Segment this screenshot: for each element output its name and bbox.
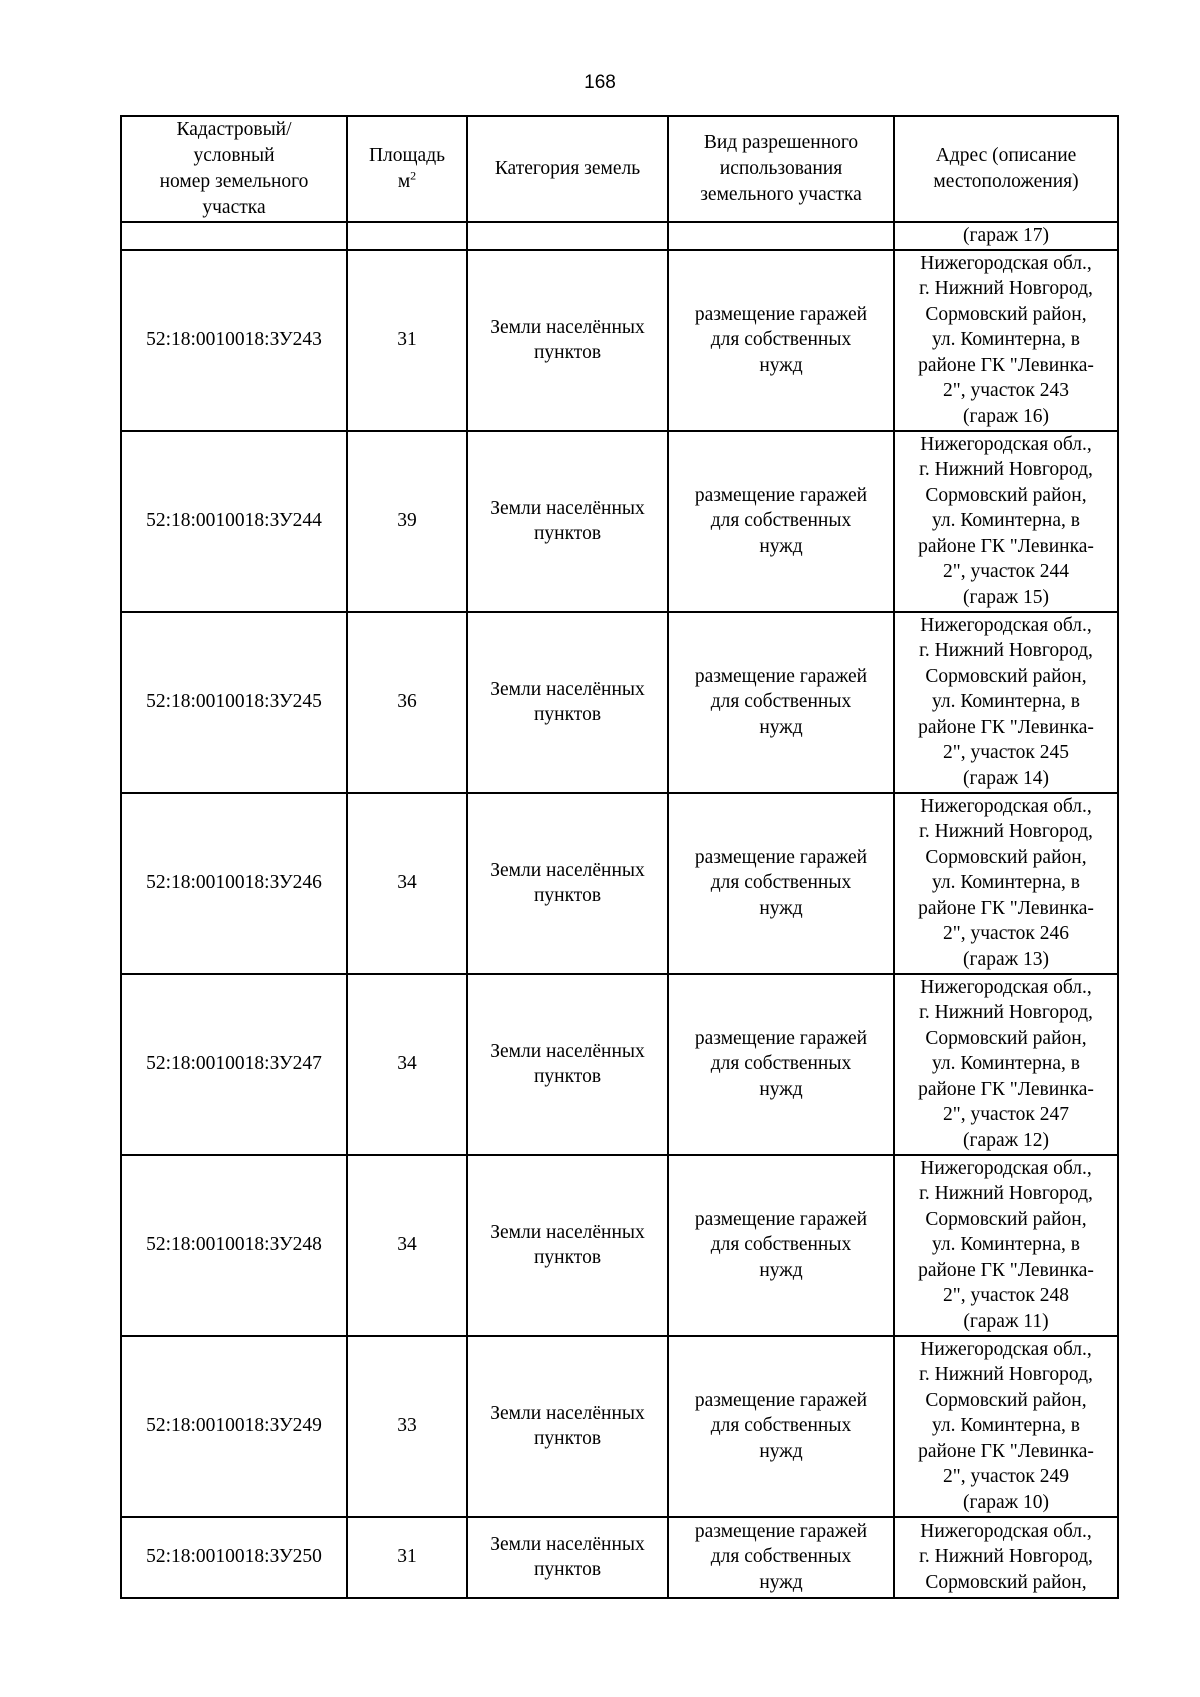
cell-use: размещение гаражей для собственных нужд bbox=[668, 1336, 894, 1517]
cell-cadastral: 52:18:0010018:ЗУ247 bbox=[121, 974, 347, 1155]
table-row-continuation bbox=[121, 222, 1118, 250]
table-row bbox=[121, 1336, 1118, 1517]
table-row bbox=[121, 1155, 1118, 1336]
table-row bbox=[121, 1517, 1118, 1598]
table-header-row bbox=[121, 116, 1118, 222]
cell-category bbox=[467, 222, 668, 250]
cell-category: Земли населённых пунктов bbox=[467, 612, 668, 793]
cell-area: 33 bbox=[347, 1336, 467, 1517]
cell-use: размещение гаражей для собственных нужд bbox=[668, 1155, 894, 1336]
cell-cadastral: 52:18:0010018:ЗУ249 bbox=[121, 1336, 347, 1517]
cell-cadastral bbox=[121, 222, 347, 250]
cell-area: 36 bbox=[347, 612, 467, 793]
cell-use: размещение гаражей для собственных нужд bbox=[668, 612, 894, 793]
page-number: 168 bbox=[584, 72, 616, 93]
cell-cadastral: 52:18:0010018:ЗУ243 bbox=[121, 250, 347, 431]
cell-address: Нижегородская обл., г. Нижний Новгород, Сормовский район, ул. Коминтерна, в районе ГК "Левинка- 2", участок 247 (гараж 12) bbox=[894, 974, 1118, 1155]
cell-area: 34 bbox=[347, 793, 467, 974]
cell-category: Земли населённых пунктов bbox=[467, 974, 668, 1155]
cell-use: размещение гаражей для собственных нужд bbox=[668, 974, 894, 1155]
cell-area: 34 bbox=[347, 974, 467, 1155]
land-plots-table bbox=[120, 115, 1119, 1599]
cell-category: Земли населённых пунктов bbox=[467, 250, 668, 431]
cell-use: размещение гаражей для собственных нужд bbox=[668, 1517, 894, 1598]
cell-address: Нижегородская обл., г. Нижний Новгород, Сормовский район, bbox=[894, 1517, 1118, 1598]
table-row bbox=[121, 250, 1118, 431]
cell-use: размещение гаражей для собственных нужд bbox=[668, 431, 894, 612]
table-row bbox=[121, 431, 1118, 612]
cell-cadastral: 52:18:0010018:ЗУ245 bbox=[121, 612, 347, 793]
cell-area bbox=[347, 222, 467, 250]
table-row bbox=[121, 793, 1118, 974]
cell-address: Нижегородская обл., г. Нижний Новгород, Сормовский район, ул. Коминтерна, в районе ГК "Левинка- 2", участок 248 (гараж 11) bbox=[894, 1155, 1118, 1336]
header-area-label: Площадь bbox=[368, 145, 446, 166]
header-address: Адрес (описание местоположения) bbox=[894, 116, 1118, 222]
header-area bbox=[347, 116, 467, 222]
cell-cadastral: 52:18:0010018:ЗУ244 bbox=[121, 431, 347, 612]
cell-category: Земли населённых пунктов bbox=[467, 793, 668, 974]
table-row bbox=[121, 612, 1118, 793]
header-area-exponent: 2 bbox=[410, 168, 417, 183]
cell-area: 31 bbox=[347, 1517, 467, 1598]
cell-address: Нижегородская обл., г. Нижний Новгород, Сормовский район, ул. Коминтерна, в районе ГК "Левинка- 2", участок 246 (гараж 13) bbox=[894, 793, 1118, 974]
header-land-category: Категория земель bbox=[467, 116, 668, 222]
cell-address: Нижегородская обл., г. Нижний Новгород, Сормовский район, ул. Коминтерна, в районе ГК "Левинка- 2", участок 244 (гараж 15) bbox=[894, 431, 1118, 612]
cell-use: размещение гаражей для собственных нужд bbox=[668, 250, 894, 431]
cell-category: Земли населённых пунктов bbox=[467, 431, 668, 612]
cell-address: Нижегородская обл., г. Нижний Новгород, Сормовский район, ул. Коминтерна, в районе ГК "Левинка- 2", участок 245 (гараж 14) bbox=[894, 612, 1118, 793]
cell-address: Нижегородская обл., г. Нижний Новгород, Сормовский район, ул. Коминтерна, в районе ГК "Левинка- 2", участок 249 (гараж 10) bbox=[894, 1336, 1118, 1517]
header-area-unit: м bbox=[397, 171, 411, 192]
cell-address: (гараж 17) bbox=[894, 222, 1118, 250]
cell-cadastral: 52:18:0010018:ЗУ248 bbox=[121, 1155, 347, 1336]
cell-category: Земли населённых пунктов bbox=[467, 1517, 668, 1598]
cell-cadastral: 52:18:0010018:ЗУ250 bbox=[121, 1517, 347, 1598]
cell-area: 34 bbox=[347, 1155, 467, 1336]
header-permitted-use: Вид разрешенного использования земельного участка bbox=[668, 116, 894, 222]
cell-category: Земли населённых пунктов bbox=[467, 1155, 668, 1336]
cell-address: Нижегородская обл., г. Нижний Новгород, Сормовский район, ул. Коминтерна, в районе ГК "Левинка- 2", участок 243 (гараж 16) bbox=[894, 250, 1118, 431]
cell-use bbox=[668, 222, 894, 250]
cell-cadastral: 52:18:0010018:ЗУ246 bbox=[121, 793, 347, 974]
cell-use: размещение гаражей для собственных нужд bbox=[668, 793, 894, 974]
cell-area: 31 bbox=[347, 250, 467, 431]
header-cadastral-number: Кадастровый/ условный номер земельного участка bbox=[121, 116, 347, 222]
cell-area: 39 bbox=[347, 431, 467, 612]
cell-category: Земли населённых пунктов bbox=[467, 1336, 668, 1517]
table-row bbox=[121, 974, 1118, 1155]
